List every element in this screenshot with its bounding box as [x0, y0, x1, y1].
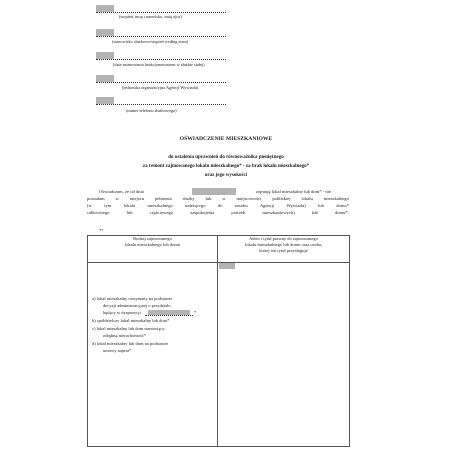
field-caption-name: (stopień, imię i nazwisko, imię ojca): [119, 14, 182, 19]
subtitle-line-3: oraz jego wysokości: [204, 173, 248, 178]
redacted-date: [192, 188, 236, 195]
header-housing-type: Rodzaj zajmowanego lokalu mieszkalnego lub domu: [88, 236, 218, 263]
document-title: OŚWIADCZENIE MIESZKANIOWE: [179, 136, 273, 142]
dotted-line: [145, 315, 193, 316]
housing-table: [87, 235, 350, 447]
redacted-address: [219, 263, 235, 269]
field-caption-appointment-date: (data mianowania funkcjonariuszem w służbie stałej): [113, 62, 205, 67]
option-d-line-1: d) lokal mieszkalny lub dom na podstawie: [92, 341, 169, 346]
option-d-line-2: umowy najmu*: [103, 348, 132, 353]
redacted-field: [96, 5, 114, 12]
subtitle-line-1: do ustalenia uprawnień do równoważnika pieniężnego: [168, 155, 284, 160]
dotted-line: [96, 104, 226, 105]
declaration-line-3: (w tym lokalu mieszkalnego należącego do zasobu Agencji Wywiadu) lub domu*: [87, 203, 349, 208]
option-c-line-1: c) lokal mieszkalny lub dom stanowiący: [92, 326, 165, 331]
dotted-line: [96, 12, 226, 13]
redacted-field: [148, 310, 190, 315]
header-address-title: Adres i tytuł prawny do zajmowanego lokalu mieszkalnego lub domu oraz osoba, której ten tytuł przysługuje: [218, 236, 350, 263]
field-caption-phone: (numer telefonu służbowego): [126, 108, 177, 113]
option-c-line-2: odrębną nieruchomość*: [103, 333, 147, 338]
option-a-line-2: decyzji administracyjnej o przydziale,: [103, 303, 172, 308]
field-caption-position: (stanowisko służbowe/stopień według etatu): [112, 39, 189, 44]
field-caption-unit: (jednostka organizacyjna Agencji Wywiadu): [122, 85, 199, 90]
dotted-line: [96, 82, 226, 83]
redacted-field: [96, 52, 114, 59]
option-a-star: *: [194, 310, 197, 315]
declaration-line-1b: zajmuję lokal mieszkalny lub dom* - nie: [256, 189, 332, 194]
option-a-line-3: będący w dyspozycji: [103, 310, 141, 315]
housing-type-options: [88, 263, 218, 447]
option-a-line-1: a) lokal mieszkalny otrzymany na podstawie: [92, 296, 173, 301]
dotted-line: [96, 36, 226, 37]
declaration-line-2: posiadam w miejscu pełnienia służby lub w miejscowości pobliskiej lokalu mieszkalnego: [87, 196, 349, 201]
redacted-field: [96, 29, 114, 36]
option-b: b) spółdzielczy lokal mieszkalny lub dom*: [92, 318, 170, 323]
declaration-line-1a: Oświadczam, że od dnia: [99, 189, 144, 194]
subtitle-line-2: za remont zajmowanego lokalu mieszkalnego* - za brak lokalu mieszkalnego*: [142, 164, 310, 169]
address-title-cell: [218, 263, 350, 447]
dotted-line: [96, 59, 226, 60]
redacted-field: [96, 97, 114, 104]
double-star-marker: **: [99, 228, 104, 233]
declaration-line-4: całkowitego lub częściowego zaspokojenia potrzeb mieszkaniowych) lub domu*:: [87, 210, 349, 215]
redacted-field: [96, 75, 114, 82]
